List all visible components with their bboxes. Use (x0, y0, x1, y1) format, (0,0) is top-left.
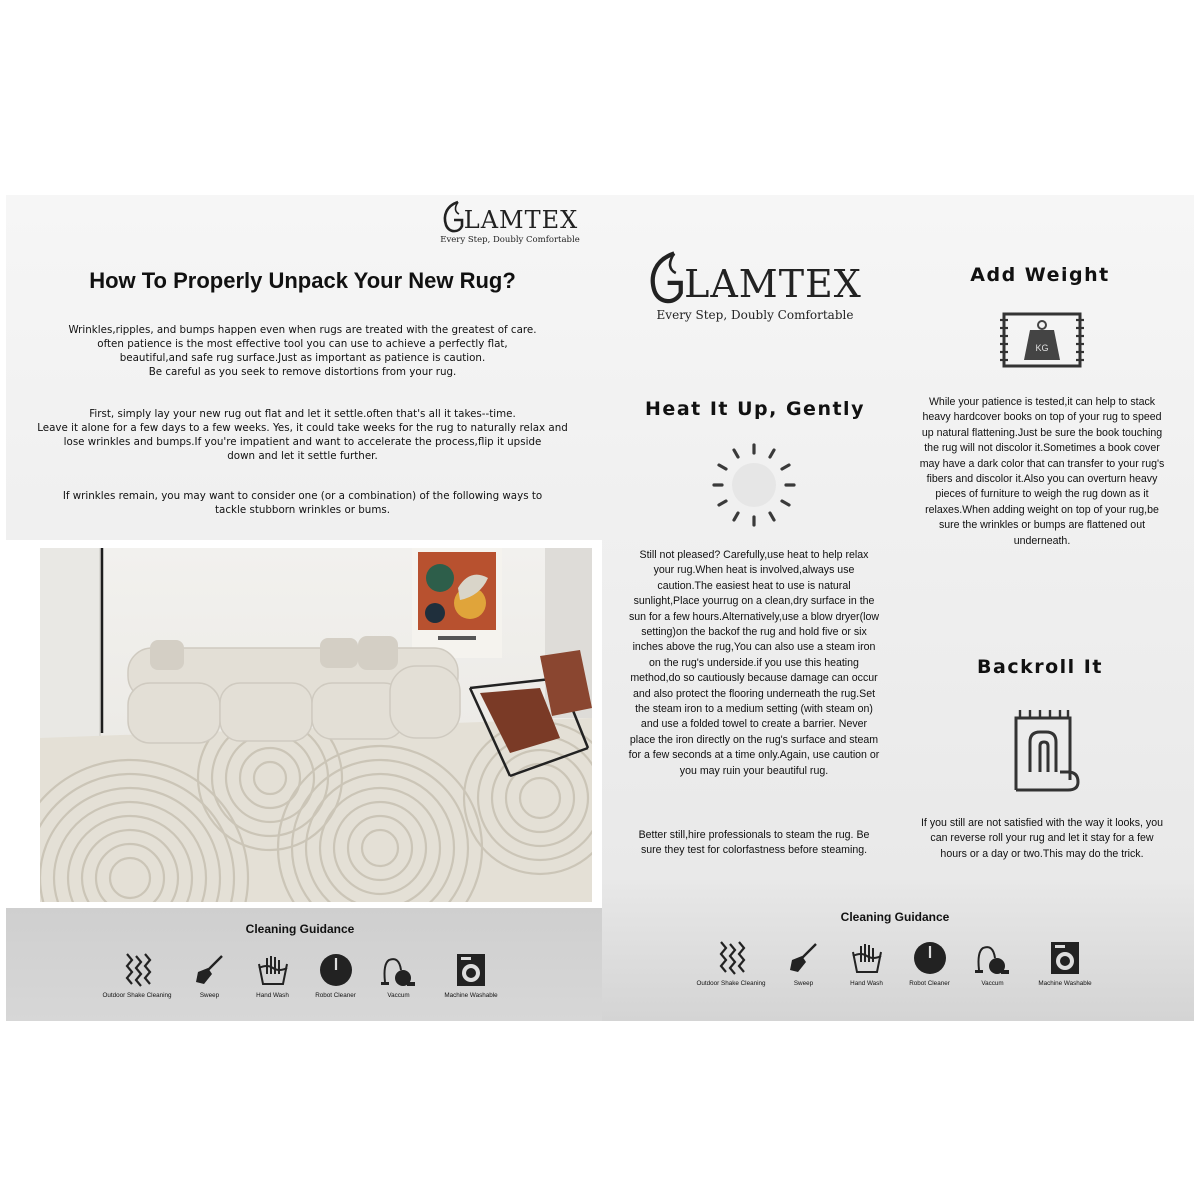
leaf-g-icon (442, 200, 464, 234)
robot-cleaner-icon (318, 952, 354, 988)
brand-name: LAMTEX (684, 262, 862, 306)
cleaning-item (96, 952, 178, 999)
kg-label: KG (1035, 343, 1049, 353)
brand-name: LAMTEX (463, 206, 579, 234)
cleaning-item (367, 952, 430, 999)
brand-logo-small (430, 200, 590, 245)
cleaning-item (304, 952, 367, 999)
cleaning-icons-row (690, 940, 1106, 987)
cleaning-label: Machine Washable (444, 992, 498, 999)
text-line: First, simply lay your new rug out flat and let it settle.often that's all it takes--time. (89, 408, 516, 420)
unpack-title: How To Properly Unpack Your New Rug? (89, 268, 516, 293)
washing-machine-icon (1047, 940, 1083, 976)
cleaning-label: Robot Cleaner (315, 992, 356, 999)
shake-icon (713, 940, 749, 976)
cleaning-label: Outdoor Shake Cleaning (696, 980, 766, 987)
shake-icon (119, 952, 155, 988)
heat-title: Heat It Up, Gently (645, 398, 865, 420)
text-line: tackle stubborn wrinkles or bums. (215, 504, 390, 516)
backroll-title: Backroll It (977, 656, 1103, 678)
cleaning-label: Machine Washable (1038, 980, 1092, 987)
room-photo-frame (6, 540, 602, 908)
cleaning-guidance-title: Cleaning Guidance (245, 922, 355, 936)
cleaning-guidance-title: Cleaning Guidance (840, 910, 950, 924)
cleaning-item (835, 940, 898, 987)
washing-machine-icon (453, 952, 489, 988)
cleaning-item (898, 940, 961, 987)
cleaning-label: Hand Wash (256, 992, 289, 999)
unpack-paragraph-3 (30, 489, 575, 517)
cleaning-item (961, 940, 1024, 987)
text-line: lose wrinkles and bumps.If you're impatient and want to accelerate the process,flip it upside (63, 436, 542, 448)
heat-body: Still not pleased? Carefully,use heat to help relax your rug.When heat is involved,always use caution.The easiest heat to use is natural sunlight,Place yourrug on a clean,dry surface in the sun for a few hours.Alternatively,use a blow dryer(low setting)on the backof the rug and hold five or six inches above the rug,You can also use a steam iron on the rug's underside.if you use this heating method,do so cautiously because damage can occur and also protect the flooring underneath the rug.Set the steam iron to a medium setting (with steam on) and use a folded towel to create a barrier. Never place the iron directly on the rug's surface and steam for a few seconds at a time only.Again, use caution or you may ruin your beautiful rug. (628, 549, 880, 777)
vacuum-icon (381, 952, 417, 988)
cleaning-label: Robot Cleaner (909, 980, 950, 987)
cleaning-label: Hand Wash (850, 980, 883, 987)
backroll-icon (1004, 708, 1080, 794)
cleaning-label: Sweep (199, 992, 220, 999)
text-line: Wrinkles,ripples, and bumps happen even when rugs are treated with the greatest of care. (68, 324, 537, 336)
broom-icon (786, 940, 822, 976)
brand-tagline: Every Step, Doubly Comfortable (656, 308, 854, 322)
text-line: beautiful,and safe rug surface.Just as important as patience is caution. (119, 352, 486, 364)
cleaning-item (772, 940, 835, 987)
text-line: often patience is the most effective tool you can use to achieve a perfectly flat, (97, 338, 508, 350)
vacuum-icon (975, 940, 1011, 976)
weight-body: While your patience is tested,it can help to stack heavy hardcover books on top of your rug to speed up natural flattening.Just be sure the book touching the rug will not discolor it.Sometimes a book cover may have a dark color that can transfer to your rug's fibers and discolor it.Also you can overturn heavy pieces of furniture to weigh the rug down as it relaxes.When adding weight on top of your rug,be sure the wrinkles or bumps are flattened out underneath. (919, 396, 1165, 547)
broom-icon (192, 952, 228, 988)
cleaning-label: Vaccum (387, 992, 410, 999)
cleaning-label: Outdoor Shake Cleaning (102, 992, 172, 999)
room-photo (40, 548, 592, 902)
brand-logo-large (630, 250, 880, 322)
sun-icon (712, 443, 796, 527)
weight-title: Add Weight (970, 264, 1110, 286)
unpack-paragraph-2 (30, 407, 575, 463)
cleaning-label: Vaccum (981, 980, 1004, 987)
hand-wash-icon (255, 952, 291, 988)
hand-wash-icon (849, 940, 885, 976)
cleaning-item (1024, 940, 1106, 987)
cleaning-item (178, 952, 241, 999)
cleaning-item (241, 952, 304, 999)
cleaning-icons-row (96, 952, 512, 999)
text-line: down and let it settle further. (227, 450, 378, 462)
robot-cleaner-icon (912, 940, 948, 976)
weight-rug-icon (1000, 310, 1084, 370)
text-line: If wrinkles remain, you may want to consider one (or a combination) of the following ways to (62, 490, 543, 502)
cleaning-item (690, 940, 772, 987)
backroll-body: If you still are not satisfied with the way it looks, you can reverse roll your rug and let it stay for a few hours or a day or two.This may do the trick. (920, 817, 1163, 860)
unpack-paragraph-1 (30, 323, 575, 379)
brand-tagline: Every Step, Doubly Comfortable (440, 235, 580, 245)
cleaning-label: Sweep (793, 980, 814, 987)
leaf-g-icon (648, 250, 684, 306)
text-line: Be careful as you seek to remove distortions from your rug. (148, 366, 457, 378)
heat-better-note: Better still,hire professionals to steam the rug. Be sure they test for colorfastness before steaming. (638, 829, 870, 857)
cleaning-item (430, 952, 512, 999)
text-line: Leave it alone for a few days to a few weeks. Yes, it could take weeks for the rug to naturally relax and (37, 422, 568, 434)
